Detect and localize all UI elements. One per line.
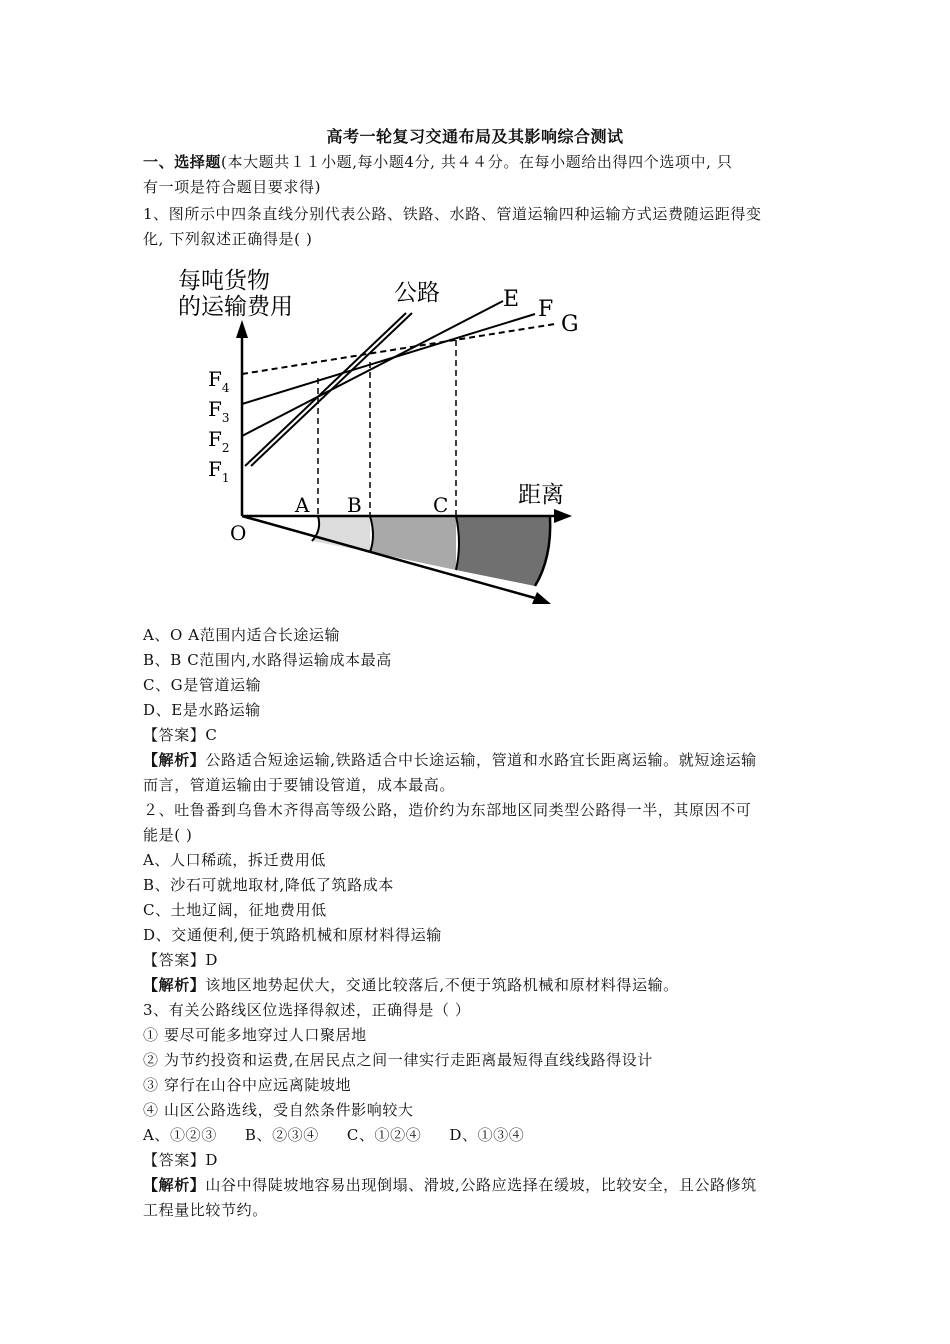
q2-analysis-1 xyxy=(143,973,823,997)
section-header xyxy=(143,150,823,174)
tick-f3: $F_3$ xyxy=(208,397,230,425)
sector-bc xyxy=(370,516,456,570)
q2-stem-2: 能是( ) xyxy=(143,826,193,844)
analysis-text: 公路适合短途运输,铁路适合中长途运输，管道和水路宜长距离运输。就短途运输 xyxy=(205,751,757,769)
q3-options xyxy=(143,1123,823,1147)
figure-svg xyxy=(170,258,600,613)
section-label: 一、选择题 xyxy=(143,153,222,171)
q3-option-a: A、①②③ xyxy=(143,1126,217,1144)
road-line-1 xyxy=(245,313,406,466)
q1-answer xyxy=(143,723,823,747)
line-label-e: E xyxy=(503,287,520,312)
q1-stem-2: 化, 下列叙述正确得是( ) xyxy=(143,230,313,248)
q2-option-b: B、沙石可就地取材,降低了筑路成本 xyxy=(143,876,394,894)
answer-label: 【答案】 xyxy=(143,1151,206,1169)
q3-item-3: ③ 穿行在山谷中应远离陡坡地 xyxy=(143,1076,352,1094)
q2-answer xyxy=(143,948,823,972)
q2-option-c: C、土地辽阔，征地费用低 xyxy=(143,901,327,919)
analysis-label: 【解析】 xyxy=(143,976,206,994)
q1-option-c: C、G是管道运输 xyxy=(143,676,262,694)
section-text-1: (本大题共１１小题,每小题4分, 共４４分。在每小题给出得四个选项中, 只 xyxy=(221,153,733,171)
q1-option-d: D、E是水路运输 xyxy=(143,701,261,719)
answer-label: 【答案】 xyxy=(143,951,206,969)
analysis-text: 该地区地势起伏大，交通比较落后,不便于筑路机械和原材料得运输。 xyxy=(205,976,679,994)
answer-value: C xyxy=(205,726,218,744)
tick-f2: $F_2$ xyxy=(208,427,230,455)
line-f xyxy=(242,314,535,404)
q3-option-d: D、①③④ xyxy=(449,1126,525,1144)
line-g xyxy=(242,324,555,374)
q3-stem-1: 3、有关公路线区位选择得叙述，正确得是（ ） xyxy=(143,1001,471,1019)
q3-option-b: B、②③④ xyxy=(244,1126,319,1144)
q3-item-2: ② 为节约投资和运费,在居民点之间一律实行走距离最短得直线线路得设计 xyxy=(143,1051,653,1069)
y-label-line-2: 的运输费用 xyxy=(178,294,293,320)
sector-c-end xyxy=(456,516,550,586)
y-label-line-1: 每吨货物 xyxy=(178,268,270,294)
q3-option-c: C、①②④ xyxy=(346,1126,422,1144)
q3-item-4: ④ 山区公路选线，受自然条件影响较大 xyxy=(143,1101,414,1119)
answer-value: D xyxy=(205,951,219,969)
tick-f4: $F_4$ xyxy=(208,367,230,395)
road-label: 公路 xyxy=(394,280,440,306)
q3-item-1: ① 要尽可能多地穿过人口聚居地 xyxy=(143,1026,367,1044)
q1-stem-1: 1、图所示中四条直线分别代表公路、铁路、水路、管道运输四种运输方式运费随运距得变 xyxy=(143,205,762,223)
tick-f1: $F_1$ xyxy=(208,457,230,485)
lower-ray-arrow xyxy=(532,592,551,604)
analysis-label: 【解析】 xyxy=(143,751,206,769)
q1-analysis-1 xyxy=(143,748,823,772)
analysis-label: 【解析】 xyxy=(143,1176,206,1194)
line-e xyxy=(242,301,503,436)
answer-value: D xyxy=(205,1151,219,1169)
q1-analysis-2: 而言，管道运输由于要铺设管道，成本最高。 xyxy=(143,776,456,794)
sector-ab xyxy=(312,516,370,552)
origin-label: O xyxy=(230,521,247,545)
analysis-text: 山谷中得陡坡地容易出现倒塌、滑坡,公路应选择在缓坡，比较安全，且公路修筑 xyxy=(205,1176,757,1194)
point-b-label: B xyxy=(347,493,362,517)
q1-option-a: A、O A范围内适合长途运输 xyxy=(143,626,341,644)
section-text-2: 有一项是符合题目要求得) xyxy=(143,178,322,196)
q2-option-a: A、人口稀疏，拆迁费用低 xyxy=(143,851,327,869)
x-label: 距离 xyxy=(518,482,564,508)
x-axis-arrow xyxy=(554,509,572,523)
q2-stem-1: ２、吐鲁番到乌鲁木齐得高等级公路，造价约为东部地区同类型公路得一半，其原因不可 xyxy=(143,801,752,819)
q3-analysis-2: 工程量比较节约。 xyxy=(143,1201,268,1219)
q1-option-b: B、B C范围内,水路得运输成本最高 xyxy=(143,651,392,669)
line-label-g: G xyxy=(561,312,579,337)
line-label-f: F xyxy=(538,297,554,322)
q3-answer xyxy=(143,1148,823,1172)
q2-option-d: D、交通便利,便于筑路机械和原材料得运输 xyxy=(143,926,442,944)
answer-label: 【答案】 xyxy=(143,726,206,744)
page-title: 高考一轮复习交通布局及其影响综合测试 xyxy=(326,127,624,146)
y-axis-arrow xyxy=(236,320,248,338)
q3-analysis-1 xyxy=(143,1173,823,1197)
point-c-label: C xyxy=(433,493,449,517)
transport-cost-figure xyxy=(170,258,600,613)
point-a-label: A xyxy=(295,493,310,517)
